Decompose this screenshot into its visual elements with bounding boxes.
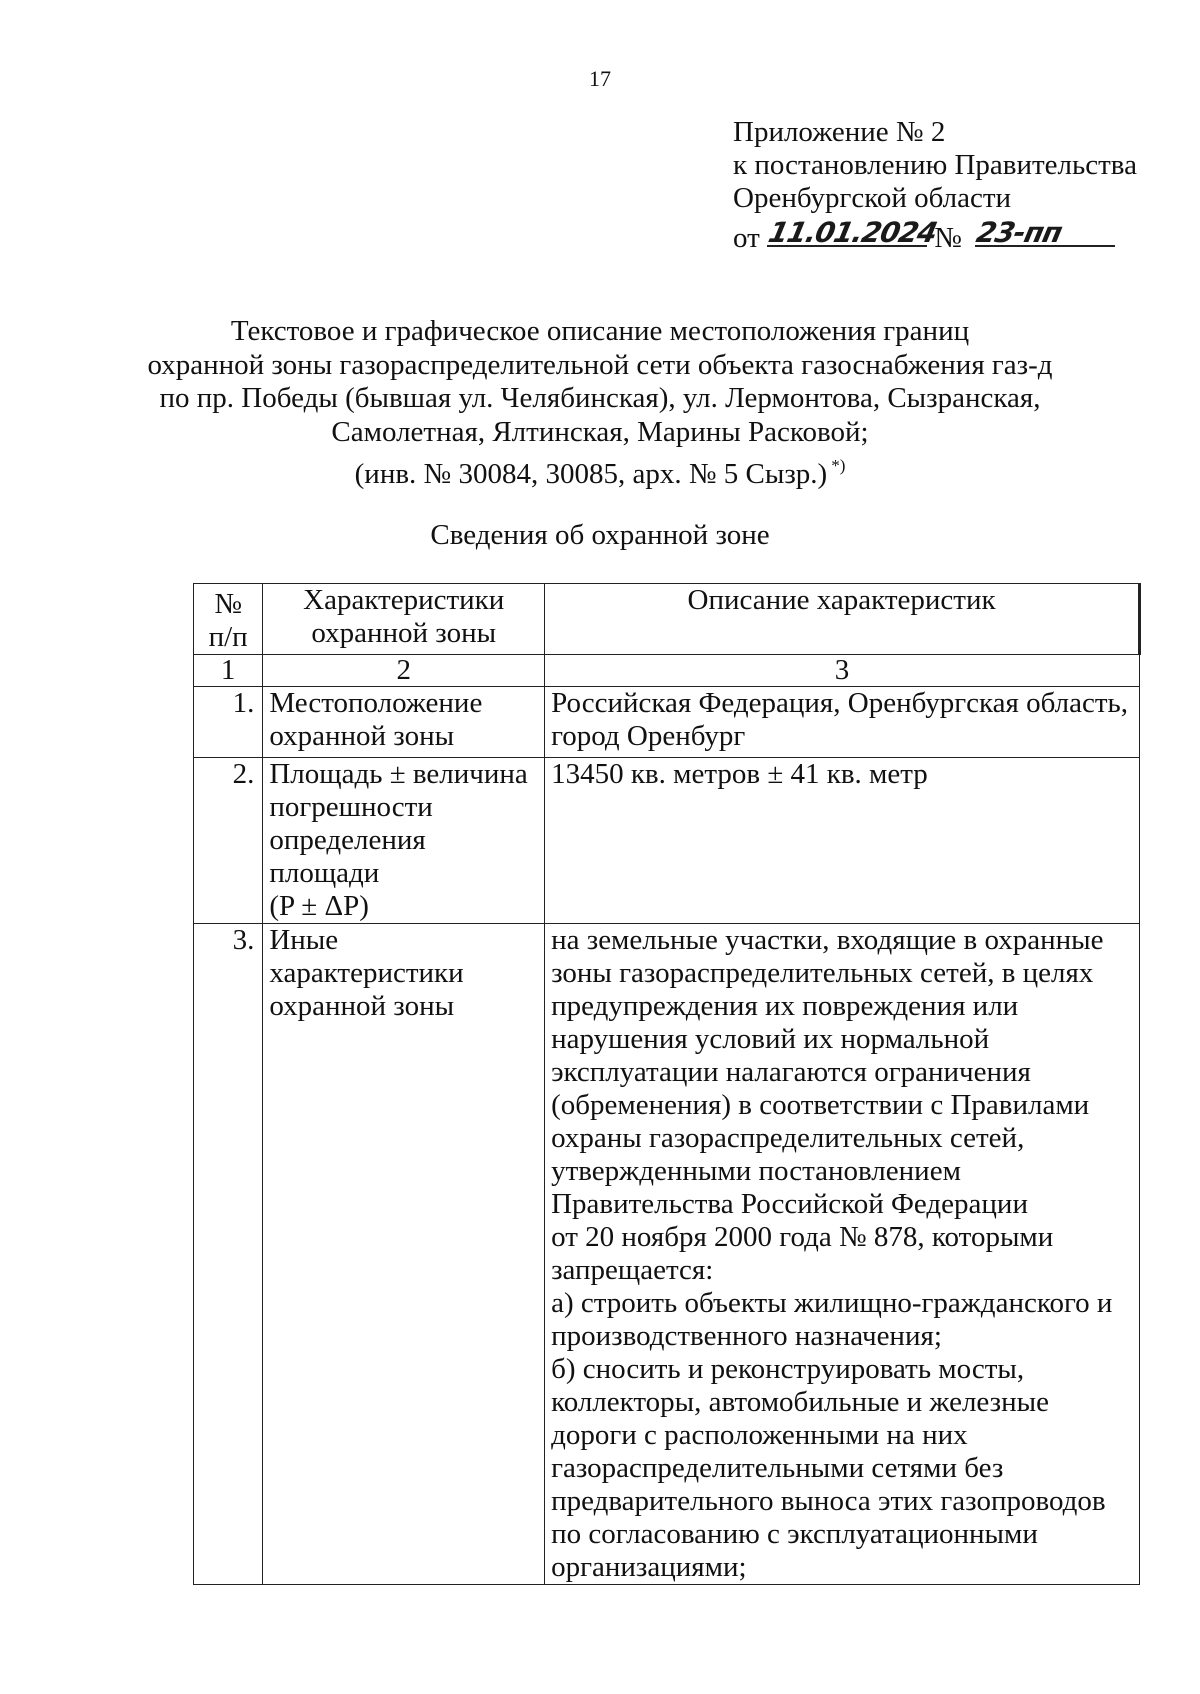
row-characteristic: Площадь ± величина погрешности определения площади (P ± ΔP) (263, 758, 545, 924)
row-characteristic: Местоположение охранной зоны (263, 687, 545, 758)
title-line-4: Самолетная, Ялтинская, Марины Расковой; (331, 415, 869, 448)
title-line-1: Текстовое и графическое описание местоположения границ (230, 315, 970, 347)
table-row (194, 687, 1140, 758)
appendix-line-1: Приложение № 2 (733, 116, 946, 148)
header-description: Описание характеристик (545, 584, 1140, 655)
number-label: № (934, 222, 962, 254)
row-number: 2. (194, 758, 263, 924)
column-number-3: 3 (545, 655, 1140, 687)
row-description: 13450 кв. метров ± 41 кв. метр (545, 758, 1140, 924)
column-number-1: 1 (194, 655, 263, 687)
section-title: Сведения об охранной зоне (430, 519, 770, 551)
row-number: 1. (194, 687, 263, 758)
protected-zone-table (193, 583, 1141, 1585)
page-number: 17 (589, 66, 611, 91)
row-description: на земельные участки, входящие в охранные зоны газораспределительных сетей, в целях предупреждения их повреждения или нарушения условий их нормальной эксплуатации налагаются ограничения (обременения) в соответствии с Правилами охраны газораспределительных сетей, утвержденными постановлением Правительства Российской Федерации от 20 ноября 2000 года № 878, которыми запрещается: а) строить объекты жилищно-гражданского и производственного назначения; б) сносить и реконструировать мосты, коллекторы, автомобильные и железные дороги с расположенными на них газораспределительными сетями без предварительного выноса этих газопроводов по согласованию с эксплуатационными организациями; (545, 924, 1140, 1585)
row-description: Российская Федерация, Оренбургская область, город Оренбург (545, 687, 1140, 758)
title-line-5: (инв. № 30084, 30085, арх. № 5 Сызр.) *) (354, 456, 846, 490)
title-line-2: охранной зоны газораспределительной сети объекта газоснабжения газ-д (147, 348, 1053, 381)
appendix-line-3: Оренбургской области (733, 182, 1012, 214)
row-characteristic: Иные характеристики охранной зоны (263, 924, 545, 1585)
table-row (194, 924, 1140, 1585)
table-row (194, 758, 1140, 924)
document-title (0, 315, 1200, 492)
column-number-2: 2 (263, 655, 545, 687)
table-header-row (194, 584, 1140, 655)
row-number: 3. (194, 924, 263, 1585)
handwritten-date: 11.01.2024 (765, 216, 940, 249)
column-number-row (194, 655, 1140, 687)
appendix-header (733, 116, 1137, 255)
footnote-mark: *) (831, 456, 846, 475)
from-label: от (733, 222, 760, 254)
header-number: № п/п (194, 584, 263, 655)
appendix-date-line (733, 215, 1137, 255)
appendix-line-2: к постановлению Правительства (733, 149, 1137, 181)
title-line-3: по пр. Победы (бывшая ул. Челябинская), ул. Лермонтова, Сызранская, (159, 382, 1041, 414)
header-characteristics: Характеристики охранной зоны (263, 584, 545, 655)
handwritten-number: 23-пп (975, 215, 1115, 247)
